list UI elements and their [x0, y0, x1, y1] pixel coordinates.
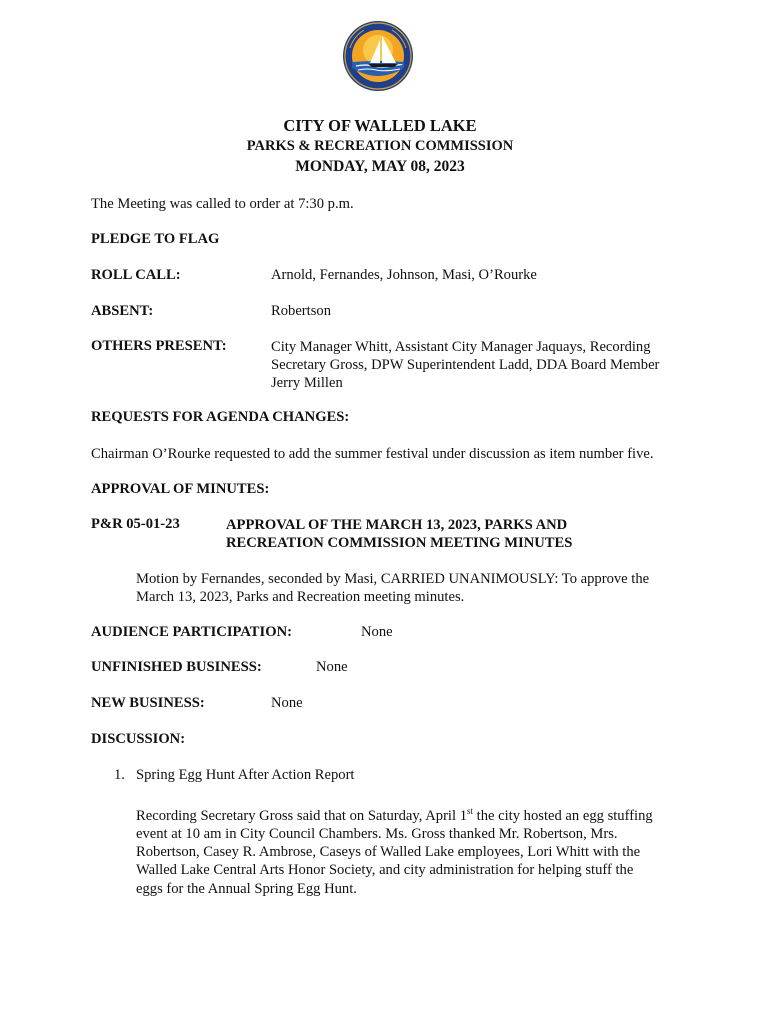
- absent-value: Robertson: [271, 303, 331, 319]
- meeting-date: MONDAY, MAY 08, 2023: [295, 158, 465, 175]
- city-title: CITY OF WALLED LAKE: [283, 116, 477, 135]
- others-present-label: OTHERS PRESENT:: [91, 338, 227, 354]
- commission-title: PARKS & RECREATION COMMISSION: [246, 138, 514, 154]
- audience-participation-label: AUDIENCE PARTICIPATION:: [91, 624, 292, 640]
- agenda-changes-heading: REQUESTS FOR AGENDA CHANGES:: [91, 409, 350, 425]
- discussion-heading: DISCUSSION:: [91, 731, 186, 747]
- discussion-item-paragraph: Recording Secretary Gross said that on Saturday, April 1st the city hosted an egg stuffing event at 10 am in City Council Chambers. Ms. Gross thanked Mr. Robertson, Mrs. Robertson, Casey R. Ambrose, Caseys of Walled Lake employees, Lori Whitt with the Walled Lake Central Arts Honor Society, and city administration for helping stuff the eggs for the Annual Spring Egg Hunt.: [136, 806, 653, 897]
- minutes-motion: Motion by Fernandes, seconded by Masi, CARRIED UNANIMOUSLY: To approve the March 13, 2023, Parks and Recreation meeting minutes.: [136, 571, 650, 606]
- discussion-item-title: Spring Egg Hunt After Action Report: [136, 767, 355, 783]
- audience-participation-value: None: [361, 624, 393, 640]
- unfinished-business-label: UNFINISHED BUSINESS:: [91, 659, 262, 675]
- roll-call-label: ROLL CALL:: [91, 267, 181, 283]
- new-business-value: None: [271, 695, 303, 711]
- approval-minutes-heading: APPROVAL OF MINUTES:: [91, 481, 270, 497]
- discussion-item-number: 1.: [114, 767, 125, 783]
- absent-label: ABSENT:: [91, 303, 154, 319]
- roll-call-value: Arnold, Fernandes, Johnson, Masi, O’Rourke: [271, 267, 537, 283]
- minutes-item-title: APPROVAL OF THE MARCH 13, 2023, PARKS AND RECREATION COMMISSION MEETING MINUTES: [226, 517, 573, 552]
- agenda-changes-text: Chairman O’Rourke requested to add the summer festival under discussion as item number five.: [91, 446, 654, 462]
- others-present-value: City Manager Whitt, Assistant City Manager Jaquays, Recording Secretary Gross, DPW Superintendent Ladd, DDA Board Member Jerry Millen: [271, 339, 660, 392]
- new-business-label: NEW BUSINESS:: [91, 695, 205, 711]
- pledge-heading: PLEDGE TO FLAG: [91, 231, 220, 247]
- unfinished-business-value: None: [316, 659, 348, 675]
- city-seal-logo: [342, 20, 414, 92]
- call-to-order: The Meeting was called to order at 7:30 p.m.: [91, 196, 354, 212]
- minutes-item-number: P&R 05-01-23: [91, 516, 180, 532]
